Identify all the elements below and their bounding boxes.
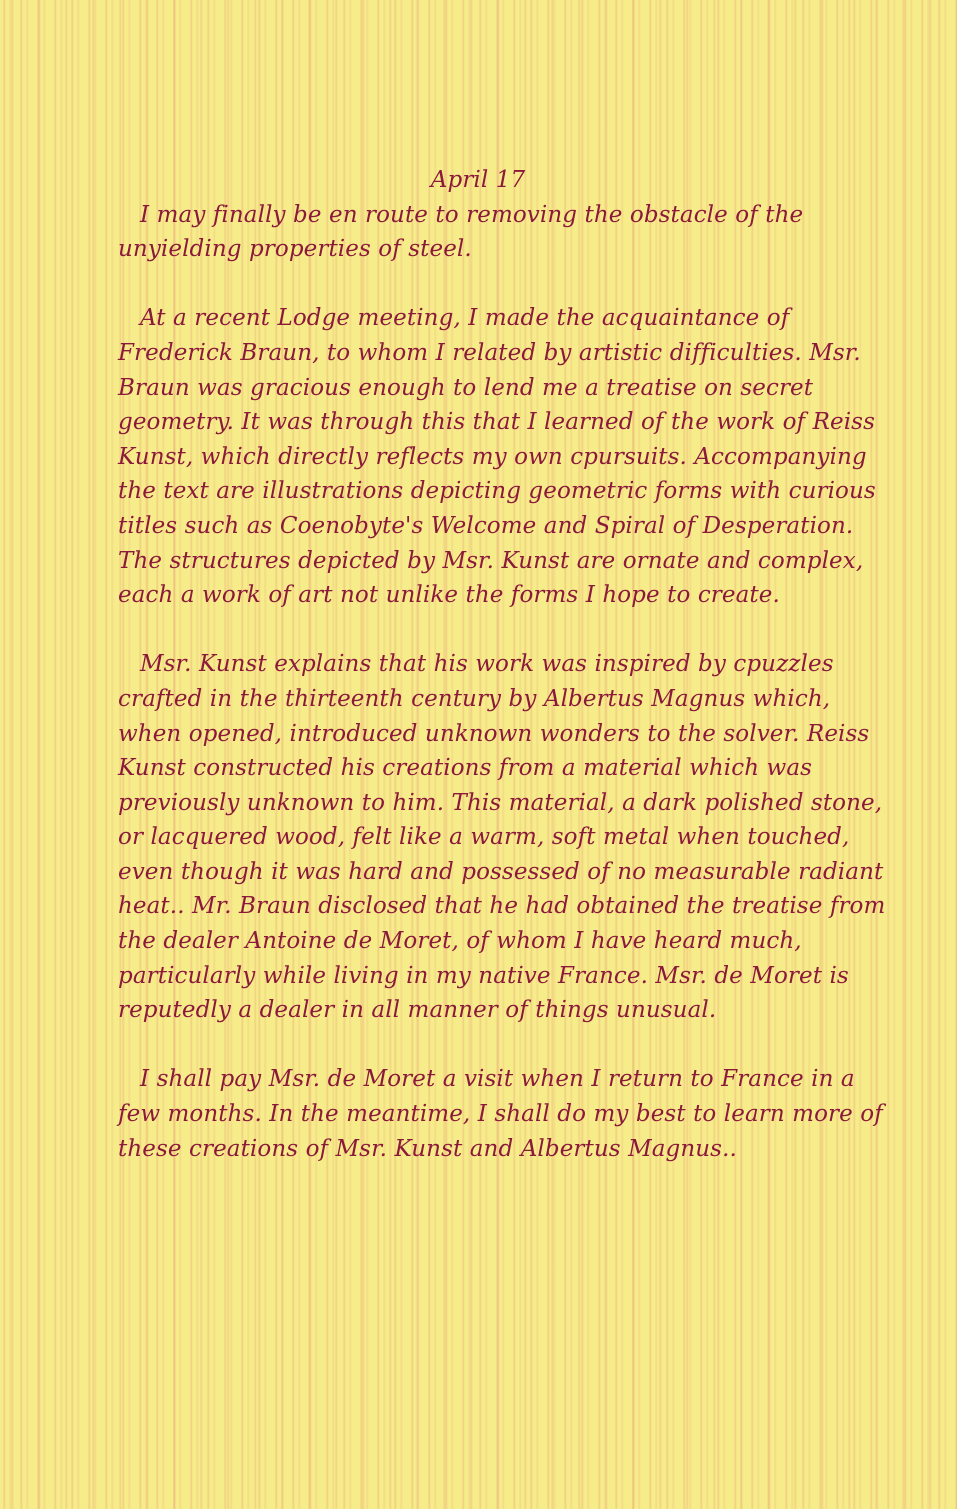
paragraph-3: Msr. Kunst explains that his work was inspired by cpuzzles crafted in the thirteenth century by Albertus Magnus which, when opened, introduced unknown wonders to the solver. Reiss Kunst constructed his creations from a material which was previously unknown to him. This material, a dark polished stone, or lacquered wood, felt like a warm, soft metal when touched, even though it was hard and possessed of no measurable radiant heat.. Mr. Braun disclosed that he had obtained the treatise from the dealer Antoine de Moret, of whom I have heard much, particularly while living in my native France. Msr. de Moret is reputedly a dealer in all manner of things unusual.	[118, 651, 886, 1024]
journal-entry	[118, 163, 888, 1166]
entry-date: April 17	[430, 167, 526, 193]
paragraph-1: I may finally be en route to removing the obstacle of the unyielding properties of steel.	[118, 201, 804, 263]
paragraph-4: I shall pay Msr. de Moret a visit when I return to France in a few months. In the meantime, I shall do my best to learn more of these creations of Msr. Kunst and Albertus Magnus..	[118, 1066, 883, 1162]
paragraph-2: At a recent Lodge meeting, I made the acquaintance of Frederick Braun, to whom I related by artistic difficulties. Msr. Braun was gracious enough to lend me a treatise on secret geometry. It was through this that I learned of the work of Reiss Kunst, which directly reflects my own cpursuits. Accompanying the text are illustrations depicting geometric forms with curious titles such as Coenobyte's Welcome and Spiral of Desperation. The structures depicted by Msr. Kunst are ornate and complex, each a work of art not unlike the forms I hope to create.	[118, 305, 876, 609]
